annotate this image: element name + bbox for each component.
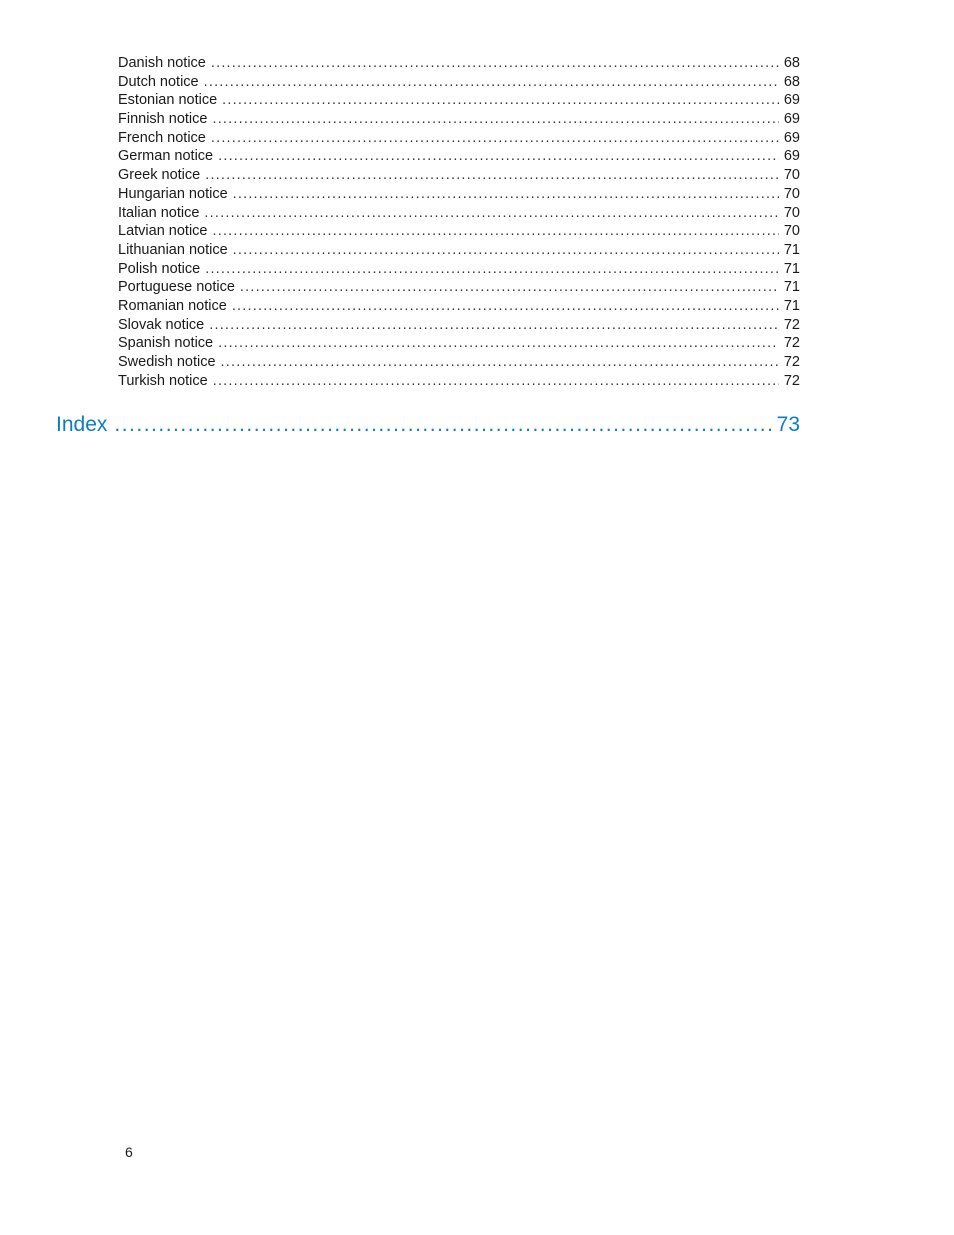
dot-leader — [212, 222, 778, 241]
toc-entry-label: Estonian notice — [118, 92, 218, 109]
toc-entry-latvian-notice[interactable] — [118, 222, 800, 241]
toc-chapter-page: 73 — [776, 413, 800, 436]
toc-entry-label: Hungarian notice — [118, 185, 228, 202]
toc-entry-label: Romanian notice — [118, 297, 227, 314]
toc-entry-page: 72 — [783, 335, 800, 352]
toc-entry-label: Danish notice — [118, 55, 206, 71]
toc-entry-portuguese-notice[interactable] — [118, 278, 800, 297]
toc-entry-page: 71 — [783, 241, 800, 258]
toc-entry-label: Finnish notice — [118, 111, 208, 128]
toc-entry-page: 69 — [783, 148, 800, 165]
toc-entry-label: Greek notice — [118, 167, 201, 184]
toc-entry-page: 69 — [783, 129, 800, 146]
dot-leader — [205, 260, 779, 279]
toc-entry-swedish-notice[interactable] — [118, 353, 800, 372]
toc-entry-estonian-notice[interactable] — [118, 91, 800, 110]
dot-leader — [114, 410, 770, 440]
toc-entry-page: 70 — [783, 223, 800, 240]
toc-entry-danish-notice[interactable] — [118, 54, 800, 73]
dot-leader — [204, 204, 778, 223]
toc-entry-turkish-notice[interactable] — [118, 372, 800, 391]
dot-leader — [209, 316, 779, 335]
dot-leader — [222, 91, 779, 110]
dot-leader — [211, 54, 779, 73]
toc-entry-label: Swedish notice — [118, 354, 216, 370]
toc-entry-label: Turkish notice — [118, 372, 208, 389]
toc-entry-greek-notice[interactable] — [118, 166, 800, 185]
toc-entry-label: Spanish notice — [118, 335, 214, 352]
toc-entry-label: Latvian notice — [118, 223, 208, 240]
toc-entry-label: Slovak notice — [118, 316, 205, 333]
toc-entry-label: Portuguese notice — [118, 279, 235, 296]
toc-entry-page: 71 — [783, 279, 800, 296]
dot-leader — [233, 241, 779, 260]
toc-entry-label: Polish notice — [118, 260, 201, 277]
toc-entry-dutch-notice[interactable] — [118, 73, 800, 92]
toc-entry-hungarian-notice[interactable] — [118, 185, 800, 204]
toc-entry-polish-notice[interactable] — [118, 260, 800, 279]
toc-entry-label: German notice — [118, 148, 214, 165]
toc-entry-list — [118, 54, 800, 390]
toc-entry-page: 71 — [783, 260, 800, 277]
toc-entry-french-notice[interactable] — [118, 129, 800, 148]
dot-leader — [232, 297, 779, 316]
toc-entry-page: 69 — [783, 111, 800, 128]
dot-leader — [233, 185, 779, 204]
dot-leader — [218, 334, 779, 353]
toc-entry-page: 69 — [783, 92, 800, 109]
dot-leader — [240, 278, 779, 297]
toc-entry-page: 70 — [783, 204, 800, 221]
toc-entry-label: Italian notice — [118, 204, 200, 221]
toc-entry-finnish-notice[interactable] — [118, 110, 800, 129]
dot-leader — [205, 166, 779, 185]
dot-leader — [221, 353, 779, 372]
dot-leader — [211, 129, 779, 148]
toc-entry-label: French notice — [118, 129, 206, 146]
toc-entry-page: 72 — [783, 372, 800, 389]
toc-entry-page: 70 — [783, 185, 800, 202]
dot-leader — [204, 73, 779, 92]
toc-entry-page: 72 — [783, 354, 800, 370]
toc-entry-page: 68 — [783, 73, 800, 90]
toc-entry-page: 71 — [783, 297, 800, 314]
dot-leader — [212, 110, 778, 129]
toc-entry-label: Lithuanian notice — [118, 241, 228, 258]
toc-entry-lithuanian-notice[interactable] — [118, 241, 800, 260]
page-number: 6 — [125, 1144, 133, 1160]
toc-entry-spanish-notice[interactable] — [118, 334, 800, 353]
toc-entry-slovak-notice[interactable] — [118, 316, 800, 335]
toc-entry-label: Dutch notice — [118, 73, 199, 90]
toc-entry-page: 68 — [783, 55, 800, 71]
toc-entry-german-notice[interactable] — [118, 147, 800, 166]
toc-chapter-index-link[interactable] — [56, 410, 800, 440]
toc-entry-romanian-notice[interactable] — [118, 297, 800, 316]
toc-chapter-label: Index — [56, 413, 108, 436]
toc-entry-italian-notice[interactable] — [118, 204, 800, 223]
dot-leader — [213, 372, 779, 391]
dot-leader — [218, 147, 779, 166]
toc-entry-page: 72 — [783, 316, 800, 333]
toc-entry-page: 70 — [783, 167, 800, 184]
